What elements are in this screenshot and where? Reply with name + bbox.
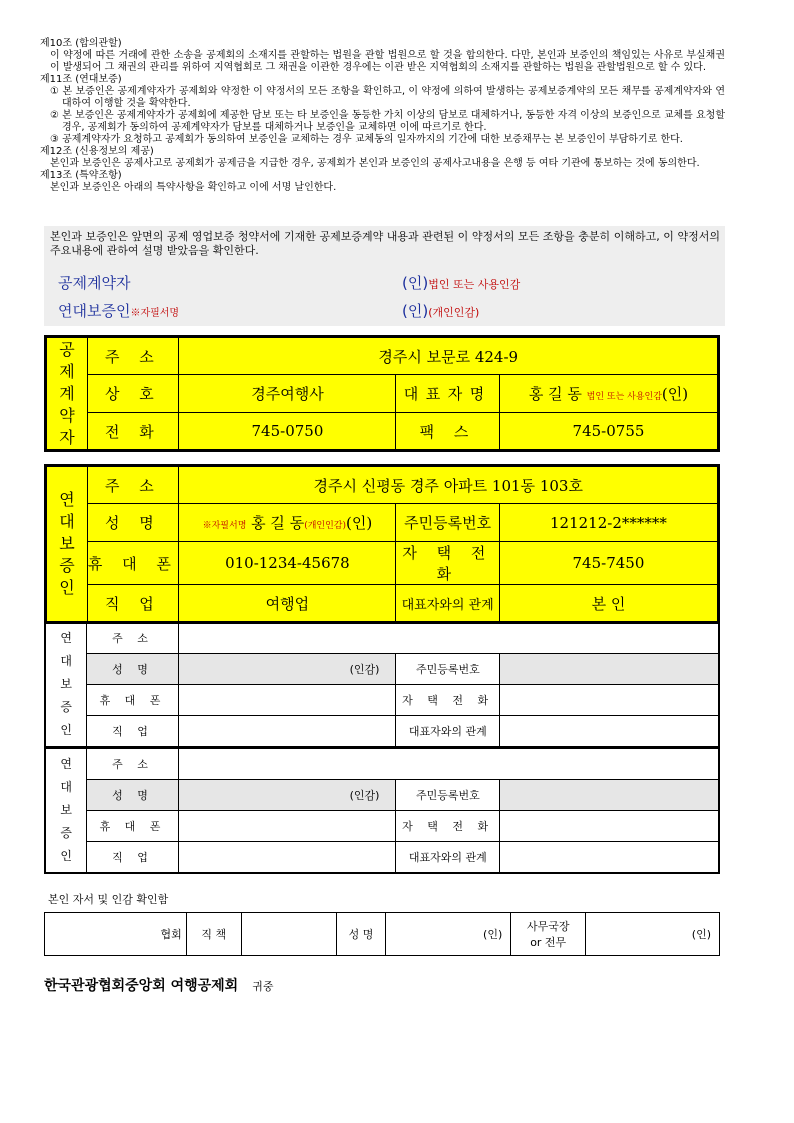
rel-value: 본 인 bbox=[499, 585, 718, 623]
job-label: 직 업 bbox=[87, 842, 179, 874]
contractor-table bbox=[44, 335, 720, 452]
position-label: 직 책 bbox=[186, 913, 241, 956]
id-label: 주민등록번호 bbox=[396, 780, 500, 811]
side-char: 연 bbox=[60, 631, 72, 645]
rel-label: 대표자와의 관계 bbox=[396, 585, 500, 623]
clause-heading: 제10조 (합의관할) bbox=[40, 38, 122, 49]
address-value: 경주시 신평동 경주 아파트 101동 103호 bbox=[179, 466, 719, 504]
clause-text: ② 본 보증인은 공제계약자가 공제회에 제공한 담보 또는 타 보증인을 동등한 가치 이상의 담보로 대체하거나, 동등한 자격 이상의 보증인으로 교체를 요청할 경우, 공제회가 동의하여 공제계약자가 담보를 대체하거나 보증인을 교체하면 이에 따르기로 한다. bbox=[50, 110, 725, 133]
position-field[interactable] bbox=[241, 913, 336, 956]
side-char: 공 bbox=[59, 339, 75, 359]
address-label: 주 소 bbox=[87, 622, 179, 654]
address-label: 주 소 bbox=[87, 337, 179, 375]
home-label: 자 택 전 화 bbox=[396, 542, 500, 585]
id-field[interactable] bbox=[500, 654, 719, 685]
job-label: 직 업 bbox=[87, 716, 179, 748]
name-field[interactable]: (인감) bbox=[179, 654, 396, 685]
mobile-field[interactable] bbox=[179, 811, 396, 842]
party-guarantor bbox=[58, 300, 179, 321]
id-value: 121212-2****** bbox=[499, 504, 718, 542]
guarantor3-table bbox=[44, 747, 720, 874]
side-char: 증 bbox=[59, 556, 75, 575]
side-label bbox=[45, 748, 87, 873]
clause-text: 이 약정에 따른 거래에 관한 소송을 공제회의 소재지를 관할하는 법원을 관할 법원으로 할 것을 합의한다. 다만, 본인과 보증인의 책임있는 사유로 부실채권이 발생되어 그 채권의 관리를 위하여 지역협회로 그 채권을 이관한 경우에는 이관 받은 지역협회의 소재지를 관할하는 법원을 관할법원으로 할 수 있다. bbox=[50, 50, 725, 73]
clause-heading: 제12조 (신용정보의 제공) bbox=[40, 146, 154, 157]
home-label: 자 택 전 화 bbox=[396, 811, 500, 842]
home-value: 745-7450 bbox=[499, 542, 718, 585]
phone-value: 745-0750 bbox=[179, 413, 396, 451]
party-guarantor-note: ※자필서명 bbox=[130, 308, 180, 319]
rel-field[interactable] bbox=[500, 716, 719, 748]
side-char: 대 bbox=[60, 780, 72, 794]
name-seal: (인) bbox=[346, 514, 373, 532]
contractor-seal bbox=[402, 272, 520, 293]
job-value: 여행업 bbox=[179, 585, 396, 623]
guarantor1-table bbox=[44, 464, 720, 624]
address-value: 경주시 보문로 424-9 bbox=[179, 337, 719, 375]
id-field[interactable] bbox=[500, 780, 719, 811]
name-note: ※자필서명 bbox=[202, 521, 247, 531]
seal-mark: (인) bbox=[402, 302, 429, 320]
mobile-label: 휴 대 폰 bbox=[87, 685, 179, 716]
side-label bbox=[45, 622, 87, 747]
assoc-label: 협회 bbox=[45, 913, 187, 956]
director-label bbox=[511, 913, 586, 956]
name-note2: (개인인감) bbox=[304, 521, 346, 531]
side-char: 대 bbox=[59, 512, 75, 531]
guarantor1-side-label bbox=[46, 466, 88, 623]
job-label: 직 업 bbox=[87, 585, 179, 623]
home-label: 자 택 전 화 bbox=[396, 685, 500, 716]
rel-label: 대표자와의 관계 bbox=[396, 842, 500, 874]
rel-field[interactable] bbox=[500, 842, 719, 874]
name-label: 성 명 bbox=[87, 504, 179, 542]
side-char: 증 bbox=[60, 700, 72, 714]
guarantor-seal bbox=[402, 300, 479, 321]
job-field[interactable] bbox=[179, 716, 396, 748]
id-label: 주민등록번호 bbox=[396, 504, 500, 542]
name-label: 성 명 bbox=[336, 913, 386, 956]
side-char: 증 bbox=[60, 826, 72, 840]
clause-text: ③ 공제계약자가 요청하고 공제회가 동의하여 보증인을 교체하는 경우 교체동의 일자까지의 기간에 대한 보증채무는 본 보증인이 부담하기로 한다. bbox=[50, 134, 683, 145]
company-label: 상 호 bbox=[87, 375, 179, 413]
fax-value: 745-0755 bbox=[499, 413, 718, 451]
mobile-label: 휴 대 폰 bbox=[87, 542, 179, 585]
side-char: 제 bbox=[59, 361, 75, 381]
clause-heading: 제11조 (연대보증) bbox=[40, 74, 122, 85]
side-char: 약 bbox=[59, 405, 75, 425]
side-char: 보 bbox=[60, 803, 72, 817]
name-seal: (인) bbox=[386, 913, 511, 956]
side-char: 인 bbox=[59, 578, 75, 597]
contractor-side-label bbox=[46, 337, 88, 451]
clauses bbox=[40, 38, 725, 194]
id-label: 주민등록번호 bbox=[396, 654, 500, 685]
footer-ref: 귀중 bbox=[252, 980, 274, 993]
confirmation-text: 본인과 보증인은 앞면의 공제 영업보증 청약서에 기재한 공제보증계약 내용과 관련된 이 약정서의 모든 조항을 충분히 이해하고, 이 약정서의 주요내용에 관하여 설명 받았음을 확인한다. bbox=[50, 230, 720, 257]
name-label: 성 명 bbox=[87, 654, 179, 685]
name-field[interactable]: (인감) bbox=[179, 780, 396, 811]
side-char: 계 bbox=[59, 383, 75, 403]
sign-table bbox=[44, 912, 720, 956]
clause-heading: 제13조 (특약조항) bbox=[40, 170, 122, 181]
rep-value bbox=[499, 375, 718, 413]
party-contractor-label: 공제계약자 bbox=[58, 274, 131, 292]
director-text: 사무국장 bbox=[526, 920, 570, 933]
party-contractor bbox=[58, 272, 130, 293]
clause-text: 본인과 보증인은 아래의 특약사항을 확인하고 이에 서명 날인한다. bbox=[50, 182, 337, 193]
side-char: 보 bbox=[59, 534, 75, 553]
rep-note: 법인 또는 사용인감 bbox=[586, 392, 662, 402]
side-char: 자 bbox=[59, 427, 75, 447]
rel-label: 대표자와의 관계 bbox=[396, 716, 500, 748]
address-label: 주 소 bbox=[87, 466, 179, 504]
rep-name: 홍 길 동 bbox=[528, 385, 582, 403]
home-field[interactable] bbox=[500, 685, 719, 716]
footer-org: 한국관광협회중앙회 여행공제회 bbox=[44, 978, 239, 994]
job-field[interactable] bbox=[179, 842, 396, 874]
confirmation-box bbox=[44, 226, 725, 326]
sign-note: 본인 자서 및 인감 확인함 bbox=[48, 893, 169, 906]
rep-label: 대표자명 bbox=[396, 375, 500, 413]
address-label: 주 소 bbox=[87, 748, 179, 780]
guarantor2-table bbox=[44, 621, 720, 748]
name-text: 홍 길 동 bbox=[251, 514, 305, 532]
mobile-label: 휴 대 폰 bbox=[87, 811, 179, 842]
director-text2: or 전무 bbox=[530, 936, 567, 949]
side-char: 인 bbox=[60, 723, 72, 737]
party-guarantor-label: 연대보증인 bbox=[58, 302, 131, 320]
side-char: 대 bbox=[60, 654, 72, 668]
name-label: 성 명 bbox=[87, 780, 179, 811]
name-value bbox=[179, 504, 396, 542]
mobile-field[interactable] bbox=[179, 685, 396, 716]
side-char: 인 bbox=[60, 849, 72, 863]
mobile-value: 010-1234-45678 bbox=[179, 542, 396, 585]
address-field[interactable] bbox=[179, 622, 719, 654]
clause-text: ① 본 보증인은 공제계약자가 공제회와 약정한 이 약정서의 모든 조항을 확인하고, 이 약정에 의하여 발생하는 공제보증계약의 모든 채무를 공제계약자와 연대하여 이행할 것을 확약한다. bbox=[50, 86, 725, 109]
seal-note: (개인인감) bbox=[428, 306, 480, 319]
address-field[interactable] bbox=[179, 748, 719, 780]
side-char: 연 bbox=[59, 490, 75, 509]
rep-seal: (인) bbox=[661, 385, 689, 403]
footer bbox=[44, 975, 273, 995]
side-char: 보 bbox=[60, 677, 72, 691]
side-char: 연 bbox=[60, 757, 72, 771]
phone-label: 전 화 bbox=[87, 413, 179, 451]
clause-text: 본인과 보증인은 공제사고로 공제회가 공제금을 지급한 경우, 공제회가 본인과 보증인의 공제사고내용을 은행 등 여타 기관에 통보하는 것에 동의한다. bbox=[50, 158, 700, 169]
company-value: 경주여행사 bbox=[179, 375, 396, 413]
director-seal: (인) bbox=[586, 913, 720, 956]
fax-label: 팩 스 bbox=[396, 413, 500, 451]
seal-mark: (인) bbox=[402, 274, 429, 292]
seal-note: 법인 또는 사용인감 bbox=[428, 278, 521, 291]
home-field[interactable] bbox=[500, 811, 719, 842]
